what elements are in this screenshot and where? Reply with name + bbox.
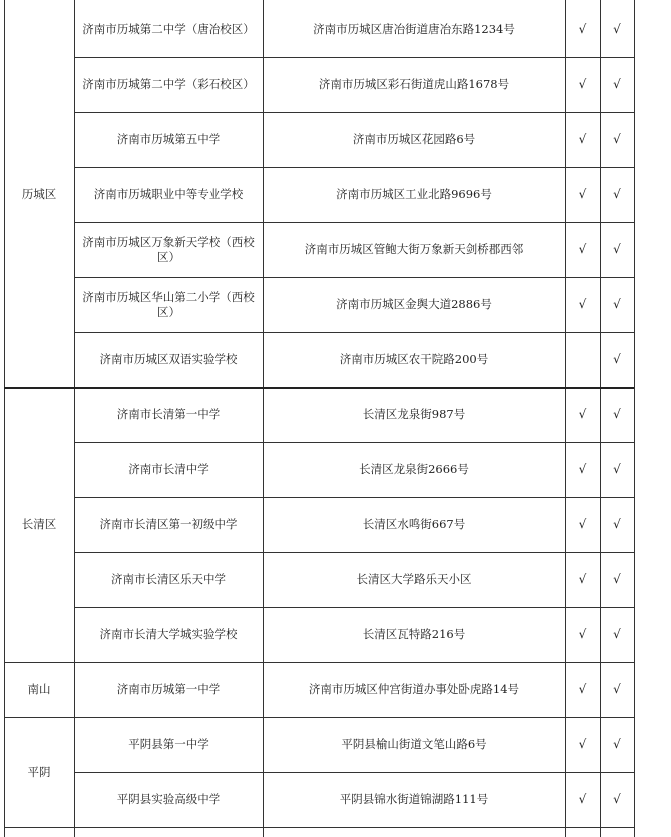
school-address-cell: 济南市历城区农干院路200号 [339, 352, 489, 366]
school-name-cell: 平阴县第一中学 [128, 737, 209, 751]
check-mark-cell: √ [613, 22, 621, 36]
check-mark-cell: √ [578, 22, 587, 36]
school-address-cell: 济南市历城区花园路6号 [352, 132, 476, 146]
check-mark-cell: √ [613, 737, 621, 751]
school-name-cell: 济南市历城区华山第二小学（西校区） [82, 289, 255, 319]
check-mark-cell: √ [578, 242, 587, 256]
check-mark-cell [634, 277, 671, 332]
check-mark-cell: √ [578, 187, 587, 201]
check-mark-cell: √ [613, 187, 621, 201]
check-mark-cell [634, 167, 671, 222]
school-name-cell: 济南市历城第二中学（唐冶校区） [82, 22, 255, 36]
check-mark-cell: √ [578, 297, 587, 311]
school-address-cell: 长清区大学路乐天小区 [356, 572, 472, 586]
check-mark-cell [634, 57, 671, 112]
school-name-cell: 济南市历城第二中学（彩石校区） [82, 77, 255, 91]
check-mark-cell: √ [613, 407, 621, 421]
school-address-cell: 平阴县榆山街道文笔山路6号 [341, 737, 487, 751]
check-mark-cell [634, 387, 671, 442]
school-name-cell: 济南市历城第一中学 [116, 682, 221, 696]
check-mark-cell: √ [613, 242, 621, 256]
check-mark-cell: √ [613, 132, 621, 146]
school-address-cell: 平阴县锦水街道锦湖路111号 [339, 792, 489, 806]
district-cell: 长清区 [21, 517, 57, 531]
check-mark-cell: √ [578, 132, 587, 146]
check-mark-cell: √ [578, 407, 587, 421]
check-mark-cell [634, 772, 671, 827]
check-mark-cell: √ [613, 352, 621, 366]
check-mark-cell [634, 442, 671, 497]
school-address-cell: 济南市历城区唐冶街道唐冶东路1234号 [313, 22, 515, 36]
check-mark-cell: √ [578, 462, 587, 476]
district-cell: 历城区 [21, 187, 57, 201]
check-mark-cell: √ [578, 737, 587, 751]
school-name-cell: 平阴县实验高级中学 [116, 792, 221, 806]
check-mark-cell [634, 222, 671, 277]
check-mark-cell: √ [578, 792, 587, 806]
check-mark-cell: √ [613, 572, 621, 586]
school-address-cell: 济南市历城区彩石街道虎山路1678号 [318, 77, 510, 91]
check-mark-cell [634, 497, 671, 552]
school-name-cell: 济南市长清中学 [128, 462, 209, 476]
school-address-cell: 济南市历城区金舆大道2886号 [336, 297, 492, 311]
school-name-cell: 济南市长清大学城实验学校 [99, 627, 238, 641]
check-mark-cell [565, 332, 600, 387]
school-name-cell: 济南市长清区乐天中学 [111, 572, 226, 586]
check-mark-cell [634, 2, 671, 57]
check-mark-cell: √ [613, 627, 621, 641]
school-address-cell: 长清区水鸣街667号 [362, 517, 466, 531]
check-mark-cell [634, 552, 671, 607]
school-address-cell: 长清区龙泉街987号 [362, 407, 466, 421]
check-mark-cell: √ [613, 517, 621, 531]
check-mark-cell: √ [613, 297, 621, 311]
check-mark-cell: √ [613, 682, 621, 696]
school-address-cell: 济南市历城区管鲍大街万象新天剑桥郡西邻 [304, 242, 524, 256]
check-mark-cell [634, 607, 671, 662]
check-mark-cell: √ [578, 517, 587, 531]
check-mark-cell [634, 332, 671, 387]
school-name-cell: 济南市历城区万象新天学校（西校区） [82, 234, 255, 264]
school-name-cell: 济南市长清区第一初级中学 [99, 517, 238, 531]
district-cell: 南山 [27, 682, 51, 696]
school-name-cell: 济南市历城第五中学 [116, 132, 221, 146]
school-name-cell: 济南市历城职业中等专业学校 [93, 187, 244, 201]
check-mark-cell: √ [613, 77, 621, 91]
school-address-cell: 济南市历城区仲宫街道办事处卧虎路14号 [308, 682, 520, 696]
group-divider [4, 827, 634, 828]
check-mark-cell: √ [578, 77, 587, 91]
school-name-cell: 济南市历城区双语实验学校 [99, 352, 238, 366]
school-name-cell: 济南市长清第一中学 [116, 407, 221, 421]
check-mark-cell [634, 717, 671, 772]
check-mark-cell: √ [578, 572, 587, 586]
check-mark-cell: √ [578, 627, 587, 641]
school-address-cell: 长清区瓦特路216号 [362, 627, 466, 641]
district-cell: 平阴 [27, 764, 51, 779]
check-mark-cell: √ [613, 462, 621, 476]
check-mark-cell: √ [578, 682, 587, 696]
check-mark-cell: √ [613, 792, 621, 806]
school-address-cell: 长清区龙泉街2666号 [359, 462, 469, 476]
check-mark-cell [634, 112, 671, 167]
check-mark-cell [634, 662, 671, 717]
school-address-cell: 济南市历城区工业北路9696号 [336, 187, 492, 201]
